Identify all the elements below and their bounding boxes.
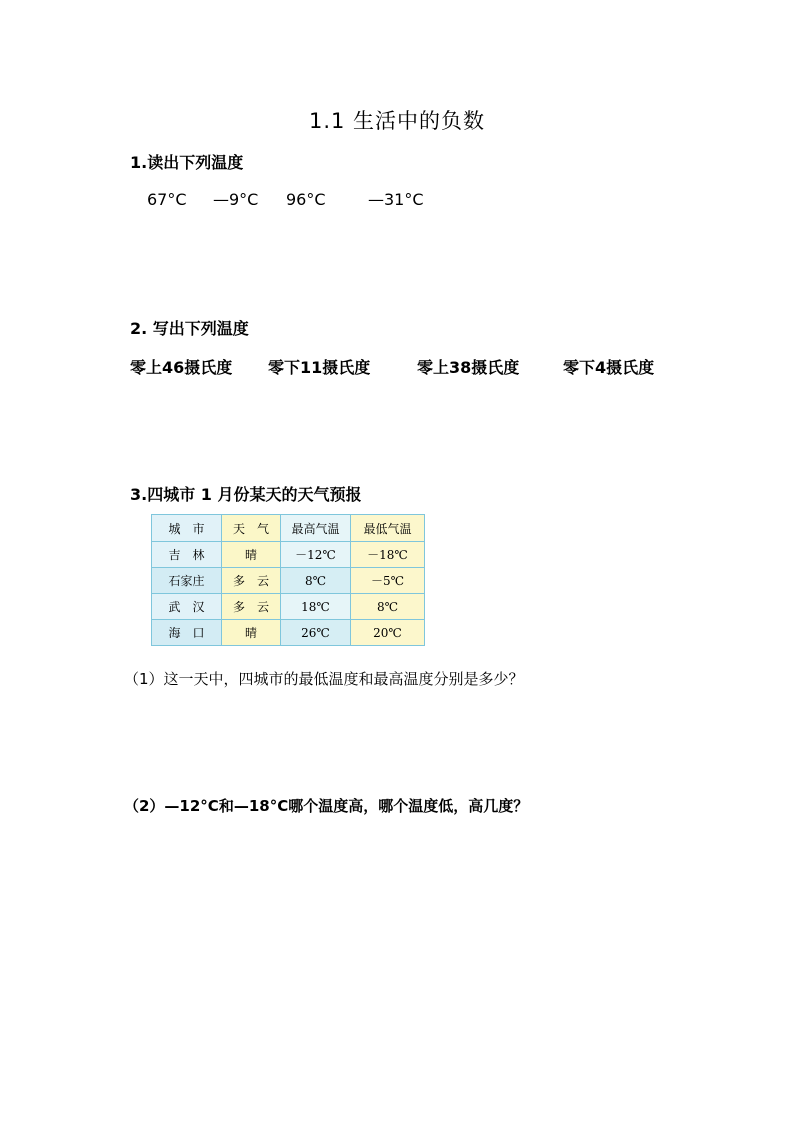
table-cell: 晴 bbox=[222, 620, 281, 646]
temperature-phrase: 零上38摄氏度 bbox=[417, 358, 520, 377]
table-cell: 8℃ bbox=[351, 594, 425, 620]
table-header-row bbox=[152, 515, 425, 542]
temperature-item: 67°C bbox=[147, 190, 187, 209]
table-cell: －5℃ bbox=[351, 568, 425, 594]
question-1-heading: 1.读出下列温度 bbox=[130, 153, 244, 172]
column-header: 天 气 bbox=[222, 515, 281, 542]
column-header: 城 市 bbox=[152, 515, 222, 542]
table-cell: －12℃ bbox=[281, 542, 351, 568]
question-2-items bbox=[130, 355, 654, 378]
temperature-item: —31°C bbox=[368, 190, 424, 209]
temperature-item: 96°C bbox=[286, 190, 326, 209]
page-title: 1.1 生活中的负数 bbox=[308, 109, 486, 133]
sub-question-1: （1）这一天中，四城市的最低温度和最高温度分别是多少？ bbox=[124, 670, 524, 688]
temperature-item: —9°C bbox=[213, 190, 259, 209]
table-row bbox=[152, 542, 425, 568]
table-cell: 18℃ bbox=[281, 594, 351, 620]
table-cell: 多 云 bbox=[222, 594, 281, 620]
question-2-heading: 2. 写出下列温度 bbox=[130, 319, 249, 338]
table-row bbox=[152, 594, 425, 620]
table-cell: 晴 bbox=[222, 542, 281, 568]
temperature-phrase: 零下4摄氏度 bbox=[563, 358, 655, 377]
table-cell: 武 汉 bbox=[152, 594, 222, 620]
table-cell: 8℃ bbox=[281, 568, 351, 594]
sub-question-2: （2）—12°C和—18°C哪个温度高，哪个温度低，高几度？ bbox=[124, 797, 529, 815]
table-row bbox=[152, 568, 425, 594]
table-cell: 石家庄 bbox=[152, 568, 222, 594]
table-cell: 26℃ bbox=[281, 620, 351, 646]
table-cell: －18℃ bbox=[351, 542, 425, 568]
table-cell: 海 口 bbox=[152, 620, 222, 646]
table-cell: 20℃ bbox=[351, 620, 425, 646]
column-header: 最低气温 bbox=[351, 515, 425, 542]
question-3-heading: 3.四城市 1 月份某天的天气预报 bbox=[130, 485, 362, 504]
table-cell: 多 云 bbox=[222, 568, 281, 594]
temperature-phrase: 零下11摄氏度 bbox=[268, 358, 371, 377]
table-cell: 吉 林 bbox=[152, 542, 222, 568]
temperature-phrase: 零上46摄氏度 bbox=[130, 358, 233, 377]
weather-table bbox=[151, 514, 425, 646]
column-header: 最高气温 bbox=[281, 515, 351, 542]
table-row bbox=[152, 620, 425, 646]
question-1-temperatures bbox=[147, 190, 424, 209]
